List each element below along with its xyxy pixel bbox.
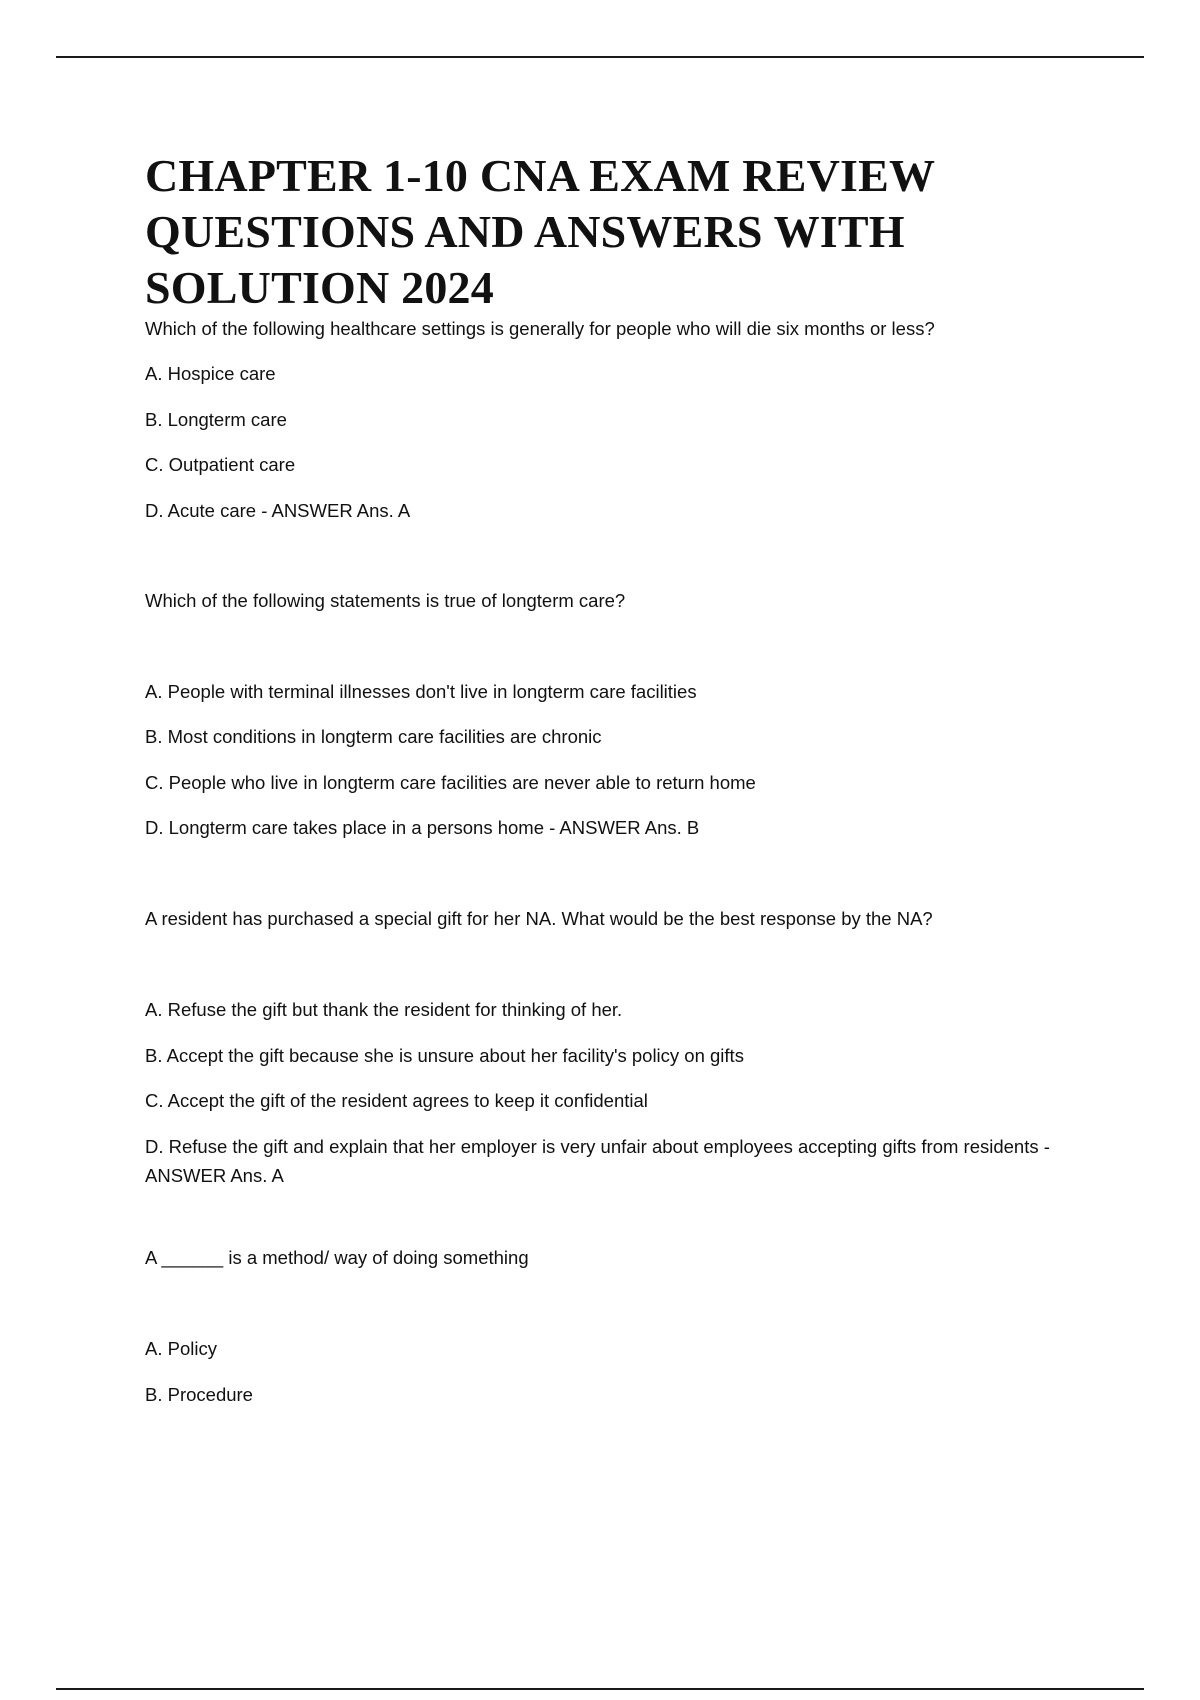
document-title <box>145 148 1065 316</box>
question-3 <box>145 904 1065 1190</box>
answer-option: B. Longterm care <box>145 409 287 430</box>
question-text: Which of the following healthcare settings is generally for people who will die six months or less? <box>145 318 935 339</box>
answer-option: C. Accept the gift of the resident agrees to keep it confidential <box>145 1090 648 1111</box>
top-rule <box>56 56 1144 58</box>
answer-option: B. Most conditions in longterm care facilities are chronic <box>145 726 602 747</box>
answer-option: B. Accept the gift because she is unsure about her facility's policy on gifts <box>145 1045 744 1066</box>
question-1 <box>145 314 1065 525</box>
answer-option: C. People who live in longterm care facilities are never able to return home <box>145 772 756 793</box>
answer-option: D. Refuse the gift and explain that her employer is very unfair about employees accepting gifts from residents - ANSWER Ans. A <box>145 1136 1050 1186</box>
answer-option: D. Acute care - ANSWER Ans. A <box>145 500 411 521</box>
answer-option: D. Longterm care takes place in a persons home - ANSWER Ans. B <box>145 817 700 838</box>
answer-options <box>145 359 1065 525</box>
answer-option: A. Refuse the gift but thank the resident for thinking of her. <box>145 999 623 1020</box>
title-line: SOLUTION 2024 <box>145 262 494 313</box>
question-text: A ______ is a method/ way of doing something <box>145 1247 529 1268</box>
page-content <box>145 148 1065 1409</box>
answer-option: A. People with terminal illnesses don't live in longterm care facilities <box>145 681 697 702</box>
answer-option: A. Hospice care <box>145 363 276 384</box>
answer-options <box>145 1334 1065 1409</box>
title-line: CHAPTER 1-10 CNA EXAM REVIEW <box>145 150 936 201</box>
question-4 <box>145 1243 1065 1409</box>
question-2 <box>145 586 1065 842</box>
answer-options <box>145 677 1065 842</box>
answer-options <box>145 995 1065 1190</box>
answer-option: A. Policy <box>145 1338 217 1359</box>
question-text: Which of the following statements is true of longterm care? <box>145 590 626 611</box>
answer-option: C. Outpatient care <box>145 454 296 475</box>
bottom-rule <box>56 1688 1144 1690</box>
answer-option: B. Procedure <box>145 1384 253 1405</box>
title-line: QUESTIONS AND ANSWERS WITH <box>145 206 905 257</box>
question-text: A resident has purchased a special gift for her NA. What would be the best response by the NA? <box>145 908 933 929</box>
